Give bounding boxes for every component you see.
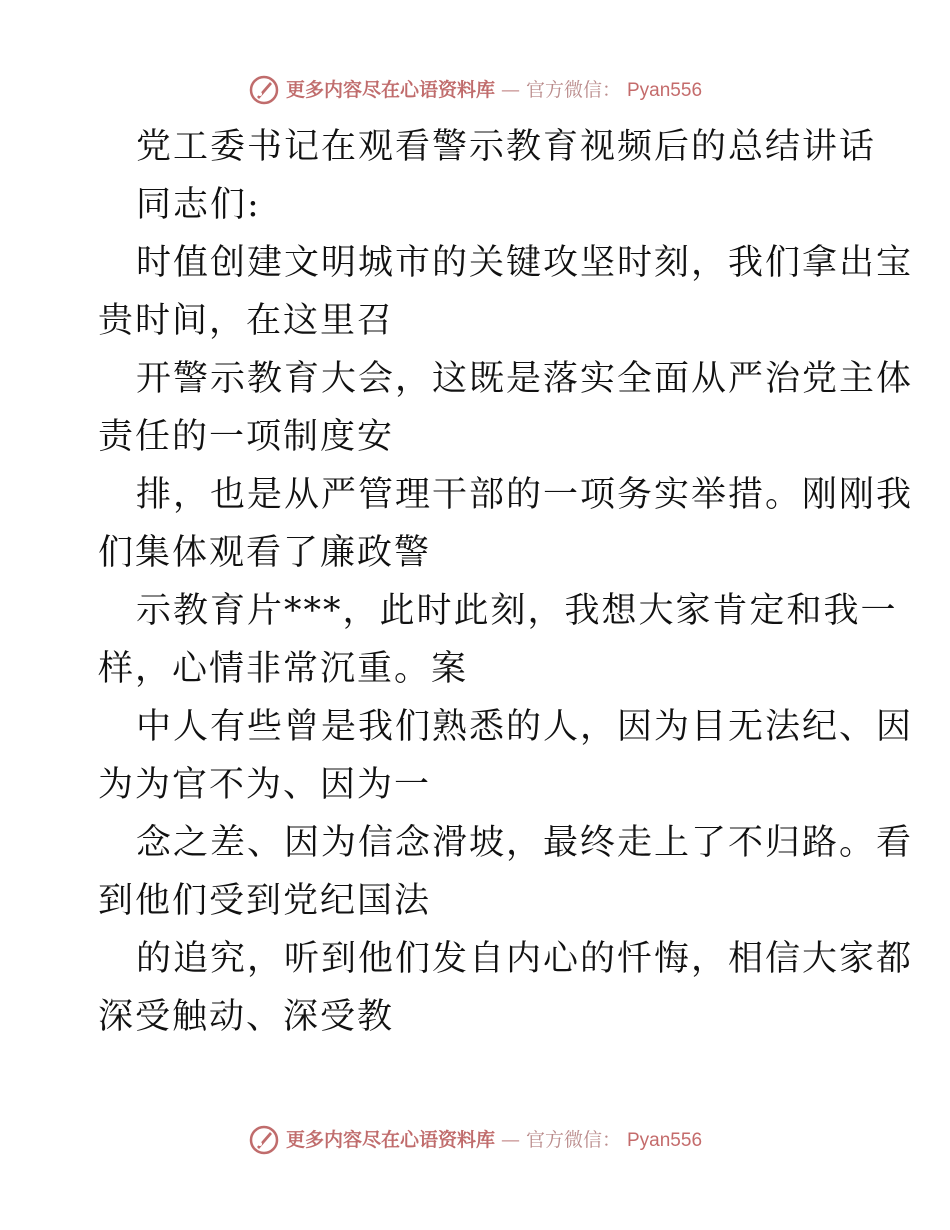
greeting: 同志们: [136,185,261,225]
footer-watermark [0,1120,950,1160]
watermark-wechat-label: 官方微信： [525,78,621,101]
paragraph-line: 念之差、因为信念滑坡，最终走上了不归路。看 [136,823,914,863]
watermark-separator: — [500,78,520,101]
paragraph-line: 贵时间，在这里召 [98,301,395,341]
watermark-text: 更多内容尽在心语资料库 [285,1128,495,1151]
watermark-text: 更多内容尽在心语资料库 [285,78,495,101]
paragraph-line: 示教育片***，此时此刻，我想大家肯定和我一 [136,591,898,631]
watermark-wechat-id: Pyan556 [627,1129,703,1151]
quill-seal-icon [248,74,280,106]
paragraph-line: 深受触动、深受教 [98,997,395,1037]
watermark-wechat-label: 官方微信： [525,1128,621,1151]
paragraph-line: 们集体观看了廉政警 [98,533,432,573]
paragraph-line: 为为官不为、因为一 [98,765,432,805]
document-body [98,118,914,1046]
document-title: 党工委书记在观看警示教育视频后的总结讲话 [136,127,877,167]
header-watermark [0,70,950,110]
paragraph-line: 的追究，听到他们发自内心的忏悔，相信大家都 [136,939,914,979]
watermark-wechat-id: Pyan556 [627,79,703,101]
quill-seal-icon [248,1124,280,1156]
paragraph-line: 时值创建文明城市的关键攻坚时刻，我们拿出宝 [136,243,914,283]
watermark-separator: — [500,1128,520,1151]
paragraph-line: 排，也是从严管理干部的一项务实举措。刚刚我 [136,475,914,515]
paragraph-line: 到他们受到党纪国法 [98,881,432,921]
paragraph-line: 中人有些曾是我们熟悉的人，因为目无法纪、因 [136,707,914,747]
paragraph-line: 责任的一项制度安 [98,417,395,457]
paragraph-line: 样，心情非常沉重。案 [98,649,469,689]
paragraph-line: 开警示教育大会，这既是落实全面从严治党主体 [136,359,914,399]
